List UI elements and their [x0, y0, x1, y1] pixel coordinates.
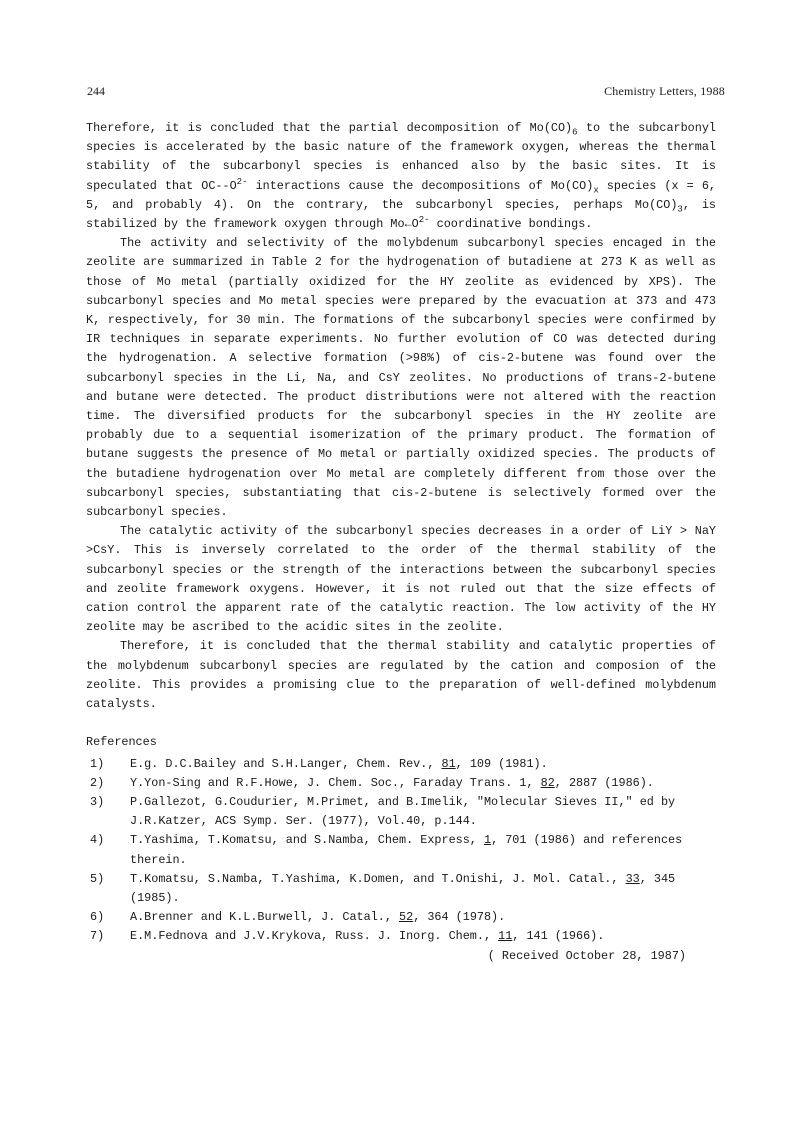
paragraph-conclusion-decomposition [86, 119, 716, 234]
reference-number: 7) [90, 929, 105, 944]
paragraph-activity-selectivity: The activity and selectivity of the molybdenum subcarbonyl species encaged in the zeolite are summarized in Table 2 for the hydrogenation of butadiene at 273 K as well as those of Mo metal (partially oxidized for the HY zeolite as evidenced by XPS). The subcarbonyl species and Mo metal species were prepared by the evacuation at 373 and 473 K, respectively, for 30 min. The formations of the subcarbonyl species were confirmed by IR techniques in separate experiments. No further evolution of CO was detected during the hydrogenation. A selective formation (>98%) of cis-2-butene was found over the subcarbonyl species in the Li, Na, and CsY zeolites. No productions of trans-2-butene and butane were detected. The product distributions were not altered with the reaction time. The diversified products for the subcarbonyl species in the HY zeolite are probably due to a sequential isomerization of the primary product. The formation of butane suggests the presence of Mo metal or partially oxidized species. The products of the butadiene hydrogenation over Mo metal are completely different from those over the subcarbonyl species, substantiating that cis-2-butene is selectively formed over the subcarbonyl species. [86, 236, 716, 520]
paragraph-final-conclusion: Therefore, it is concluded that the thermal stability and catalytic properties of the molybdenum subcarbonyl species are regulated by the cation and composion of the zeolite. This provides a promising clue to the preparation of well-defined molybdenum catalysts. [86, 639, 716, 712]
reference-text: P.Gallezot, G.Coudurier, M.Primet, and B.Imelik, "Molecular Sieves II," ed by J.R.Katzer, ACS Symp. Ser. (1977), Vol.40, p.144. [130, 794, 676, 829]
reference-number: 3) [90, 794, 105, 809]
reference-item [86, 831, 716, 869]
reference-item [86, 755, 716, 774]
superscript: 2- [418, 215, 430, 226]
text-run: coordinative bondings. [429, 217, 593, 232]
reference-item [86, 927, 716, 946]
subscript: 6 [572, 127, 578, 138]
journal-header: Chemistry Letters, 1988 [604, 84, 725, 98]
reference-item [86, 774, 716, 793]
reference-text: , 141 (1966). [512, 929, 605, 944]
superscript: 2- [236, 176, 248, 187]
received-date: ( Received October 28, 1987) [487, 948, 686, 963]
reference-volume: 33 [625, 871, 640, 886]
subscript: x [593, 184, 599, 195]
references-section [86, 733, 716, 965]
text-run: species (x = 6, 5, and probably 4). On the contrary, the subcarbonyl species, perhaps Mo(CO) [86, 178, 716, 212]
reference-item [86, 908, 716, 927]
reference-volume: 81 [441, 756, 456, 771]
reference-text: T.Yashima, T.Komatsu, and S.Namba, Chem. Express, [130, 833, 484, 848]
reference-text: E.g. D.C.Bailey and S.H.Langer, Chem. Rev., [130, 756, 442, 771]
reference-text: A.Brenner and K.L.Burwell, J. Catal., [130, 910, 400, 925]
page-number: 244 [87, 84, 105, 98]
reference-volume: 1 [483, 833, 492, 848]
reference-number: 6) [90, 910, 105, 925]
reference-text: Y.Yon-Sing and R.F.Howe, J. Chem. Soc., Faraday Trans. 1, [130, 775, 541, 790]
text-run: interactions cause the decompositions of Mo(CO) [247, 178, 594, 193]
reference-text: , 109 (1981). [455, 756, 548, 771]
references-heading: References [86, 735, 157, 750]
reference-text: E.M.Fednova and J.V.Krykova, Russ. J. Inorg. Chem., [130, 929, 499, 944]
reference-volume: 11 [498, 929, 513, 944]
paragraph-catalytic-activity: The catalytic activity of the subcarbonyl species decreases in a order of LiY > NaY >CsY. This is inversely correlated to the order of the thermal stability of the subcarbonyl species or the strength of the interactions between the subcarbonyl species and zeolite framework oxygens. However, it is not ruled out that the size effects of cation control the apparent rate of the catalytic reaction. The low activity of the HY zeolite may be ascribed to the acidic sites in the zeolite. [86, 524, 716, 635]
reference-number: 1) [90, 756, 105, 771]
reference-number: 4) [90, 833, 105, 848]
reference-item [86, 870, 716, 908]
reference-volume: 52 [399, 910, 414, 925]
reference-volume: 82 [540, 775, 555, 790]
reference-text: , 2887 (1986). [554, 775, 654, 790]
reference-text: , 701 (1986) and references therein. [130, 833, 683, 867]
subscript: 3 [677, 204, 683, 215]
reference-text: , 364 (1978). [413, 910, 506, 925]
text-run: Therefore, it is concluded that the partial decomposition of Mo(CO) [86, 121, 573, 135]
reference-text: , 345 (1985). [130, 871, 676, 905]
reference-number: 5) [90, 871, 105, 886]
body-text [86, 119, 716, 966]
text-run: , is stabilized by the framework oxygen through Mo←O [86, 197, 716, 232]
reference-number: 2) [90, 775, 105, 790]
text-run: to the subcarbonyl species is accelerated by the basic nature of the framework oxygen, whereas the thermal stability of the subcarbonyl species is enhanced also by the basic sites. It is speculated that OC--O [86, 121, 716, 193]
reference-item [86, 793, 716, 831]
reference-text: T.Komatsu, S.Namba, T.Yashima, K.Domen, and T.Onishi, J. Mol. Catal., [130, 871, 626, 886]
